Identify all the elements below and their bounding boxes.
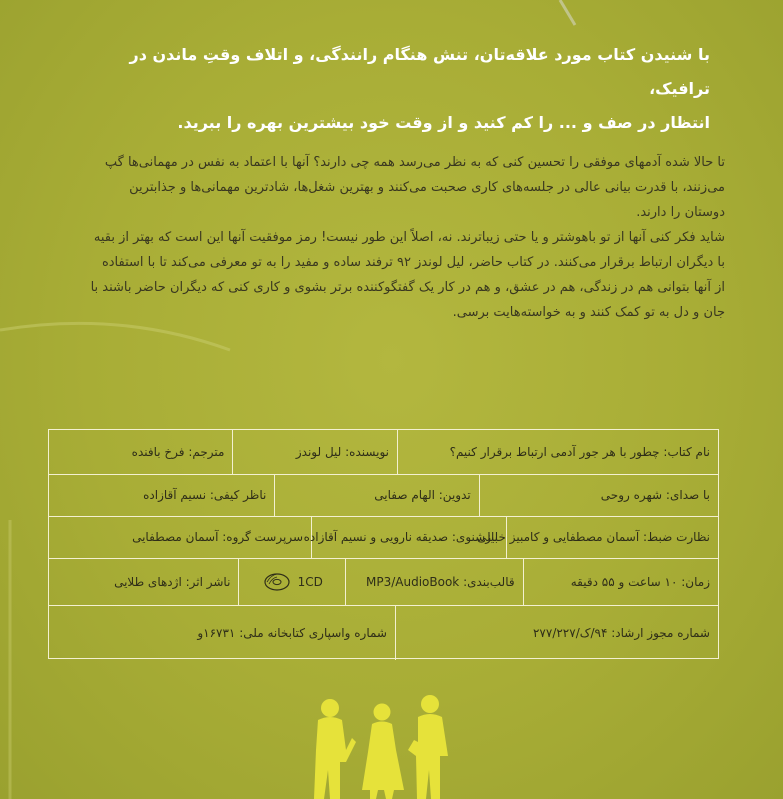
description-paragraph-1: تا حالا شده آدمهای موفقی را تحسین کنی که به نظر می‌رسد همه چی دارند؟ آنها با اعتماد به نفس در مهمانی‌ها گپ می‌زنند، با قدرت بیانی عالی در جلسه‌های کاری صحبت می‌کنند و بهترین شغل‌ها، شادترین مهمانی‌ها و جذابترین دوستان را دارند. — [104, 155, 725, 220]
license-cell: شماره مجوز ارشاد: ۹۴/ک/۲۷۷/۲۲۷ — [395, 605, 718, 660]
group-head-cell: سرپرست گروه: آسمان مصطفایی — [132, 530, 303, 544]
headline — [70, 38, 710, 140]
cd-disc-icon — [262, 572, 292, 592]
deposit-cell: شماره واسپاری کتابخانه ملی: ۱۶۷۳۱و — [197, 625, 387, 640]
duration-cell: زمان: ۱۰ ساعت و ۵۵ دقیقه — [523, 558, 718, 605]
book-name-cell: نام کتاب: چطور با هر جور آدمی ارتباط برقرار کنیم؟ — [397, 430, 718, 474]
quality-supervisor-cell: ناظر کیفی: نسیم آقازاده — [143, 488, 267, 502]
description-paragraph-2: شاید فکر کنی آنها از تو باهوشتر و یا حتی زیباترند. نه، اصلاً این طور نیست! رمز موفقیت آنها این است که بهتر از بقیه با دیگران ارتباط برقرار می‌کنند. در کتاب حاضر، لیل لوندز ۹۲ ترفند ساده و مفید را به تو معرفی می‌کند تا با استفاده از آنها بتوانی هم در زندگی، هم در عشق، و هم در کار یک گفتگوکننده برتر بشوی و کاری کنی که دیگران حاضر باشند با جان و دل به تو کمک کنند و به خواسته‌هایت برسی. — [90, 230, 725, 320]
headline-line-1: با شنیدن کتاب مورد علاقه‌تان، تنش هنگام رانندگی، و اتلاف وقتِ ماندن در ترافیک، — [129, 45, 710, 98]
publisher-cell: ناشر اثر: اژدهای طلایی — [114, 574, 231, 589]
disc-count-group — [262, 572, 323, 592]
credits-row — [49, 430, 718, 475]
disc-count-cell — [238, 558, 345, 605]
credits-row — [49, 474, 718, 517]
translator-cell: مترجم: فرخ بافنده — [131, 445, 225, 459]
people-talking-illustration — [300, 690, 470, 799]
disc-count-label: 1CD — [297, 574, 323, 589]
editor-cell: تدوین: الهام صفایی — [274, 474, 478, 516]
headline-line-2: انتظار در صف و ... را کم کنید و از وقت خود بیشترین بهره را ببرید. — [177, 113, 710, 132]
narrator-cell: با صدای: شهره روحی — [479, 474, 718, 516]
author-cell: نویسنده: لیل لوندز — [232, 430, 397, 474]
recording-supervisor-cell: نظارت ضبط: آسمان مصطفایی و کامبیز خلیلی — [506, 516, 718, 558]
credits-row — [49, 558, 718, 606]
proofreader-cell: بازشنوی: صدیقه نارویی و نسیم آقازاده — [311, 516, 506, 558]
format-cell: قالب‌بندی: MP3/AudioBook — [345, 558, 522, 605]
credits-row — [49, 605, 718, 660]
book-description — [90, 150, 725, 325]
credits-table — [48, 429, 719, 659]
credits-row — [49, 516, 718, 559]
